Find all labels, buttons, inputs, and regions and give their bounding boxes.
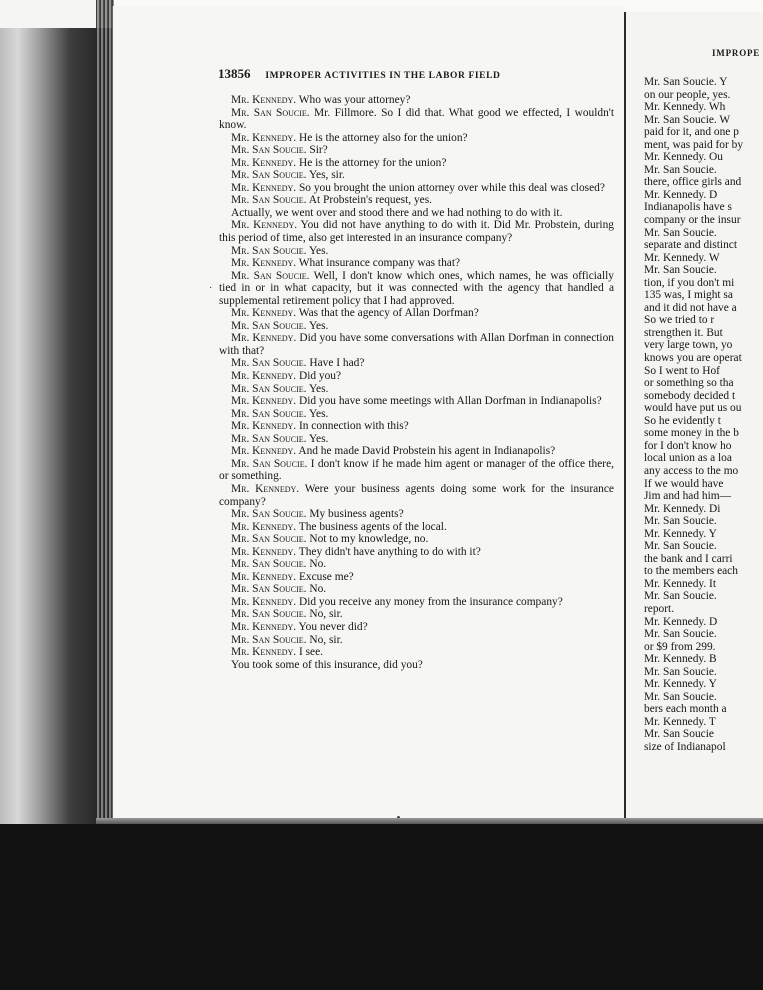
transcript-paragraph — [219, 521, 614, 534]
speaker-name: Mr. San Soucie. — [231, 533, 307, 546]
speaker-name: Mr. Kennedy. — [231, 520, 297, 533]
transcript-paragraph — [219, 207, 614, 220]
cropped-text-line: Mr. San Soucie. — [644, 590, 717, 603]
cropped-text-line: or $9 from 299. — [644, 640, 716, 653]
transcript-paragraph — [219, 583, 614, 596]
speaker-name: Mr. San Soucie. — [231, 633, 307, 646]
spoken-text: No. — [306, 583, 327, 596]
spoken-text: Did you have some conversations with Allan Dorfman in connection with that? — [219, 332, 614, 357]
speaker-name: Mr. Kennedy. — [231, 131, 297, 144]
cropped-text-line: So I went to Hof — [644, 364, 720, 377]
cropped-text-line: would have put us ou — [644, 402, 742, 415]
transcript-paragraph — [219, 596, 614, 609]
transcript-paragraph — [219, 420, 614, 433]
transcript-paragraph — [219, 169, 614, 182]
cropped-text-line: Mr. San Soucie. — [644, 515, 717, 528]
cropped-text-line: and it did not have a — [644, 301, 737, 314]
cropped-text-line: Mr. Kennedy. Ou — [644, 151, 723, 164]
transcript-paragraph — [219, 144, 614, 157]
transcript-paragraph — [219, 546, 614, 559]
speaker-name: Mr. San Soucie. — [231, 194, 307, 207]
speaker-name: Mr. San Soucie. — [231, 457, 308, 470]
cropped-text-line: Mr. Kennedy. D — [644, 188, 718, 201]
cropped-text-line: Mr. Kennedy. D — [644, 615, 718, 628]
spoken-text: What insurance company was that? — [296, 257, 461, 270]
cropped-text-line: So we tried to r — [644, 314, 715, 327]
cropped-text-line: So he evidently t — [644, 414, 721, 427]
spoken-text: And he made David Probstein his agent in Indianapolis? — [296, 445, 556, 458]
spoken-text: Yes. — [306, 432, 329, 445]
transcript-paragraph — [219, 270, 614, 308]
cropped-text-line: Mr. San Soucie. — [644, 163, 717, 176]
speaker-name: Mr. San Soucie. — [231, 382, 307, 395]
cropped-text-line: ment, was paid for by — [644, 138, 744, 151]
cropped-text-line: paid for it, and one p — [644, 126, 739, 139]
spoken-text: Who was your attorney? — [296, 94, 411, 106]
transcript-paragraph — [219, 646, 614, 659]
cropped-text-line: Mr. San Soucie. — [644, 628, 717, 641]
spoken-text: My business agents? — [306, 508, 404, 521]
cropped-text-line: local union as a loa — [644, 452, 732, 465]
cropped-text-line: Jim and had him— — [644, 490, 732, 503]
cropped-text-line: Mr. Kennedy. Y — [644, 678, 717, 691]
cropped-text-line: Mr. San Soucie. — [644, 540, 717, 553]
speaker-name: Mr. Kennedy. — [231, 482, 300, 495]
spoken-text: Did you have some meetings with Allan Dorfman in Indianapolis? — [296, 395, 602, 408]
speaker-name: Mr. San Soucie. — [231, 558, 307, 571]
spoken-text: Yes. — [306, 319, 329, 332]
speaker-name: Mr. Kennedy. — [231, 181, 297, 194]
speaker-name: Mr. San Soucie. — [231, 357, 307, 370]
cropped-text-line: somebody decided t — [644, 389, 736, 402]
cropped-text-line: 135 was, I might sa — [644, 289, 733, 302]
transcript-paragraph — [219, 219, 614, 244]
speaker-name: Mr. Kennedy. — [231, 257, 297, 270]
cropped-text-line: Mr. Kennedy. Wh — [644, 101, 726, 114]
spoken-text: You never did? — [296, 620, 368, 633]
transcript-paragraph — [219, 395, 614, 408]
speaker-name: Mr. Kennedy. — [231, 307, 297, 320]
running-title: IMPROPER ACTIVITIES IN THE LABOR FIELD — [265, 71, 501, 81]
cropped-text-line: Mr. Kennedy. B — [644, 653, 717, 666]
cropped-text-line: Mr. San Soucie. — [644, 690, 717, 703]
speaker-name: Mr. San Soucie. — [231, 508, 307, 521]
speaker-name: Mr. San Soucie. — [231, 244, 307, 257]
speaker-name: Mr. San Soucie. — [231, 407, 307, 420]
spoken-text: No. — [306, 558, 327, 571]
speaker-name: Mr. Kennedy. — [231, 595, 297, 608]
spoken-text: Did you receive any money from the insurance company? — [296, 595, 563, 608]
transcript-paragraph — [219, 558, 614, 571]
transcript-paragraph — [219, 257, 614, 270]
cropped-text-line: or something so tha — [644, 377, 734, 390]
speaker-name: Mr. Kennedy. — [231, 570, 297, 583]
scanner-background-bottom — [0, 824, 763, 990]
cropped-text-line: Mr. San Soucie. W — [644, 113, 731, 126]
spoken-text: Yes. — [306, 407, 329, 420]
spoken-text: No, sir. — [306, 633, 343, 646]
spoken-text: Did you? — [296, 370, 342, 383]
transcript-paragraph — [219, 483, 614, 508]
spoken-text: You took some of this insurance, did you? — [231, 658, 423, 671]
spoken-text: Was that the agency of Allan Dorfman? — [296, 307, 479, 320]
right-page-text — [644, 76, 763, 754]
cropped-text-line: any access to the mo — [644, 464, 739, 477]
transcript-paragraph — [219, 157, 614, 170]
cropped-text-line: Indianapolis have s — [644, 201, 732, 214]
transcript-paragraph — [219, 458, 614, 483]
cropped-text-line: Mr. San Soucie. — [644, 665, 717, 678]
speaker-name: Mr. Kennedy. — [231, 156, 297, 169]
transcript-paragraph — [219, 621, 614, 634]
transcript-paragraph — [219, 245, 614, 258]
speaker-name: Mr. San Soucie. — [231, 106, 310, 119]
cropped-text-line: Mr. Kennedy. T — [644, 715, 716, 728]
page-number: 13856 — [218, 66, 251, 81]
speaker-name: Mr. San Soucie. — [231, 319, 307, 332]
left-page-text — [219, 94, 614, 671]
spoken-text: Not to my knowledge, no. — [306, 533, 429, 546]
spoken-text: Mr. Fillmore. So I did that. What good we effected, I wouldn't know. — [219, 106, 614, 132]
spoken-text: Sir? — [306, 144, 328, 157]
margin-mark: · — [209, 283, 213, 294]
spoken-text: Yes. — [306, 382, 329, 395]
right-page-header: IMPROPE — [712, 48, 761, 58]
cropped-text-line: the bank and I carri — [644, 552, 733, 565]
transcript-paragraph — [219, 608, 614, 621]
spoken-text: At Probstein's request, yes. — [306, 194, 432, 207]
transcript-paragraph — [219, 383, 614, 396]
transcript-paragraph — [219, 433, 614, 446]
transcript-paragraph — [219, 194, 614, 207]
cropped-text-line: on our people, yes. — [644, 88, 731, 101]
transcript-paragraph — [219, 357, 614, 370]
cropped-text-line: separate and distinct — [644, 239, 737, 252]
transcript-paragraph — [219, 94, 614, 107]
spoken-text: Actually, we went over and stood there and we had nothing to do with it. — [231, 206, 563, 219]
speaker-name: Mr. Kennedy. — [231, 370, 297, 383]
transcript-paragraph — [219, 107, 614, 132]
speaker-name: Mr. San Soucie. — [231, 269, 310, 282]
spoken-text: You did not have anything to do with it. Did Mr. Probstein, during this period of time, also get interested in an insurance company? — [219, 219, 614, 245]
transcript-paragraph — [219, 659, 614, 672]
transcript-paragraph — [219, 370, 614, 383]
cropped-text-line: Mr. Kennedy. Di — [644, 502, 721, 515]
spoken-text: Well, I don't know which ones, which names, he was officially tied in or in what capacity, but it was connected with the agency that handled a supplemental retirement policy that I had approved. — [219, 269, 614, 307]
spoken-text: He is the attorney also for the union? — [296, 131, 468, 144]
cropped-text-line: Mr. Kennedy. W — [644, 251, 720, 264]
spoken-text: The business agents of the local. — [296, 520, 447, 533]
speaker-name: Mr. San Soucie. — [231, 583, 307, 596]
cropped-text-line: Mr. Kennedy. Y — [644, 527, 717, 540]
speaker-name: Mr. Kennedy. — [231, 332, 297, 345]
transcript-paragraph — [219, 182, 614, 195]
transcript-paragraph — [219, 307, 614, 320]
cropped-text-line: Mr. San Soucie. Y — [644, 76, 728, 88]
speaker-name: Mr. Kennedy. — [231, 620, 297, 633]
speaker-name: Mr. Kennedy. — [231, 445, 297, 458]
spoken-text: I don't know if he made him agent or manager of the office there, or something. — [219, 457, 614, 483]
cropped-text-line: Mr. San Soucie. — [644, 226, 717, 239]
cropped-text-line: there, office girls and — [644, 176, 742, 189]
speaker-name: Mr. Kennedy. — [231, 94, 297, 106]
spoken-text: Yes, sir. — [306, 169, 345, 182]
transcript-paragraph — [219, 533, 614, 546]
spoken-text: Have I had? — [306, 357, 365, 370]
speaker-name: Mr. San Soucie. — [231, 608, 307, 621]
spoken-text: So you brought the union attorney over while this deal was closed? — [296, 181, 605, 194]
cropped-text-line: very large town, yo — [644, 339, 733, 352]
cropped-text-line: If we would have — [644, 477, 724, 490]
spoken-text: Were your business agents doing some work for the insurance company? — [219, 482, 614, 508]
transcript-paragraph — [219, 408, 614, 421]
spoken-text: In connection with this? — [296, 420, 409, 433]
cropped-text-line: some money in the b — [644, 427, 739, 440]
cropped-text-line: knows you are operat — [644, 352, 742, 365]
spoken-text: They didn't have anything to do with it? — [296, 545, 481, 558]
transcript-paragraph — [219, 571, 614, 584]
spoken-text: No, sir. — [306, 608, 343, 621]
transcript-paragraph — [219, 332, 614, 357]
transcript-paragraph — [219, 445, 614, 458]
spoken-text: Yes. — [306, 244, 329, 257]
transcript-paragraph — [219, 508, 614, 521]
spoken-text: Excuse me? — [296, 570, 354, 583]
cropped-text-line: Mr. Kennedy. It — [644, 577, 717, 590]
speaker-name: Mr. Kennedy. — [231, 646, 297, 659]
speaker-name: Mr. San Soucie. — [231, 432, 307, 445]
speaker-name: Mr. Kennedy. — [231, 545, 297, 558]
cropped-text-line: company or the insur — [644, 214, 741, 227]
cropped-text-line: report. — [644, 602, 675, 615]
left-page-header — [218, 66, 618, 82]
cropped-text-line: for I don't know ho — [644, 439, 732, 452]
cropped-text-line: bers each month a — [644, 703, 727, 716]
transcript-paragraph — [219, 634, 614, 647]
speaker-name: Mr. San Soucie. — [231, 169, 307, 182]
speaker-name: Mr. Kennedy. — [231, 219, 298, 232]
speaker-name: Mr. San Soucie. — [231, 144, 307, 157]
speaker-name: Mr. Kennedy. — [231, 420, 297, 433]
cropped-text-line: Mr. San Soucie — [644, 728, 714, 741]
spoken-text: He is the attorney for the union? — [296, 156, 447, 169]
cropped-text-line: strengthen it. But — [644, 326, 723, 339]
cropped-text-line: tion, if you don't mi — [644, 276, 735, 289]
cropped-text-line: to the members each — [644, 565, 738, 578]
transcript-paragraph — [219, 132, 614, 145]
cropped-text-line: Mr. San Soucie. — [644, 264, 717, 277]
spoken-text: I see. — [296, 646, 324, 659]
speaker-name: Mr. Kennedy. — [231, 395, 297, 408]
cropped-text-line: size of Indianapol — [644, 740, 726, 753]
transcript-paragraph — [219, 320, 614, 333]
